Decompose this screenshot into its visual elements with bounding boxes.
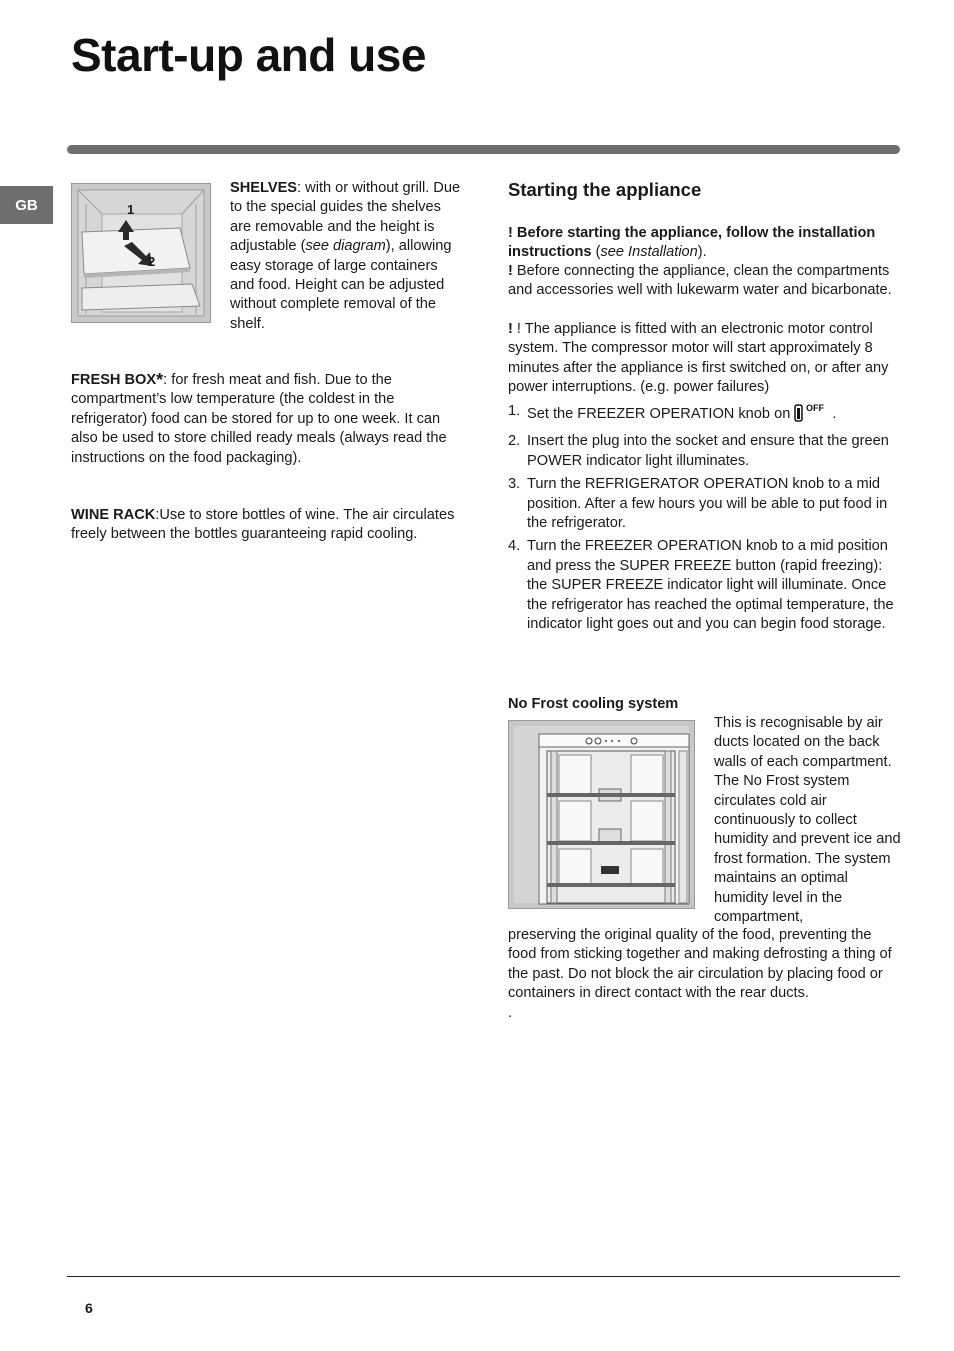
step-text: Set the FREEZER OPERATION knob on — [527, 406, 791, 422]
fresh-box-star: * — [156, 370, 164, 390]
starting-heading: Starting the appliance — [508, 179, 702, 200]
warning-1-close: ). — [697, 244, 707, 261]
warning-motor-control — [508, 320, 906, 398]
warning-2-text: Before connecting the appliance, clean the compartments and accessories well with lukewarm water and bicarbonate. — [508, 263, 892, 299]
shelves-diagram — [71, 183, 211, 323]
wine-rack-paragraph — [71, 506, 463, 545]
footer-divider — [67, 1276, 900, 1277]
no-frost-side-text: This is recognisable by air ducts located on the back walls of each compartment. The No Frost system circulates cold air continuously to collect humidity and prevent ice and frost formation. The system maintains an optimal humidity level in the compartment, — [714, 715, 901, 926]
fresh-box-label: FRESH BOX — [71, 372, 157, 388]
no-frost-full-text: preserving the original quality of the food, preventing the food from sticking together and making defrosting a thing of the past. Do not block the air circulation by placing food or containers in direct contact with the rear ducts. — [508, 927, 892, 1002]
warning-installation — [508, 224, 903, 263]
no-frost-heading: No Frost cooling system — [508, 696, 679, 712]
warning-mark-2: ! — [508, 263, 513, 279]
startup-steps — [508, 402, 903, 638]
warning-1-bold: Before starting the appliance, follow the installation instructions — [508, 225, 876, 261]
step-number: 2. — [508, 433, 521, 450]
shelves-label: SHELVES — [230, 180, 298, 196]
shelves-see-diagram: see diagram — [305, 238, 386, 255]
warning-1-open: ( — [591, 244, 601, 261]
step-text: Turn the FREEZER OPERATION knob to a mid position and press the SUPER FREEZE button (rapid freezing): the SUPER FREEZE indicator light will illuminate. Once the refrigerator has reached the optimal temperature, the indicator light goes out and you can begin food storage. — [527, 538, 894, 633]
diagram-label-2: 2 — [148, 254, 156, 269]
warning-3-text: ! The appliance is fitted with an electronic motor control system. The compressor motor will start approximately 8 minutes after the appliance is first switched on, or after any power interruptions. (e.g. power failures) — [508, 321, 889, 396]
step-item — [508, 537, 903, 634]
step-number: 3. — [508, 476, 521, 493]
see-installation: see Installation — [600, 244, 698, 261]
page-title: Start-up and use — [71, 29, 426, 81]
step-item — [508, 475, 903, 533]
shelves-text-2: ), allowing easy storage of large containers and food. Height can be adjusted without complete removal of the shelf. — [230, 238, 452, 332]
off-label: OFF — [806, 403, 825, 413]
freezer-illustration — [509, 721, 694, 908]
shelf-illustration — [72, 184, 210, 322]
step-number: 4. — [508, 538, 521, 555]
warning-mark-3: ! — [508, 321, 513, 337]
off-knob-icon — [794, 402, 832, 428]
warning-mark-1: ! — [508, 225, 513, 241]
wine-rack-label: WINE RACK — [71, 507, 156, 523]
page-number: 6 — [85, 1300, 93, 1316]
step-suffix: . — [832, 406, 837, 422]
header-divider — [67, 145, 900, 154]
step-text: Turn the REFRIGERATOR OPERATION knob to a mid position. After a few hours you will be able to put food in the refrigerator. — [527, 476, 888, 532]
step-number: 1. — [508, 403, 521, 419]
wine-rack-text: :Use to store bottles of wine. The air circulates freely between the bottles guaranteeing rapid cooling. — [71, 507, 455, 543]
fresh-box-text: : for fresh meat and fish. Due to the compartment’s low temperature (the coldest in the refrigerator) food can be stored for up to one week. It can also be used to store chilled ready meals (always read the instructions on the food packaging). — [71, 372, 447, 466]
diagram-label-1: 1 — [127, 202, 135, 217]
step-item — [508, 432, 903, 471]
step-text: Insert the plug into the socket and ensure that the green POWER indicator light illuminates. — [527, 433, 889, 469]
no-frost-trailing: . — [508, 1005, 513, 1021]
language-tab: GB — [0, 186, 53, 224]
warning-cleaning — [508, 262, 903, 301]
step-item — [508, 402, 903, 428]
fresh-box-paragraph — [71, 371, 461, 468]
shelves-text-1: : with or without grill. Due to the special guides the shelves are removable and the height is adjustable ( — [230, 180, 461, 255]
shelves-paragraph — [230, 179, 462, 334]
no-frost-diagram — [508, 720, 695, 909]
